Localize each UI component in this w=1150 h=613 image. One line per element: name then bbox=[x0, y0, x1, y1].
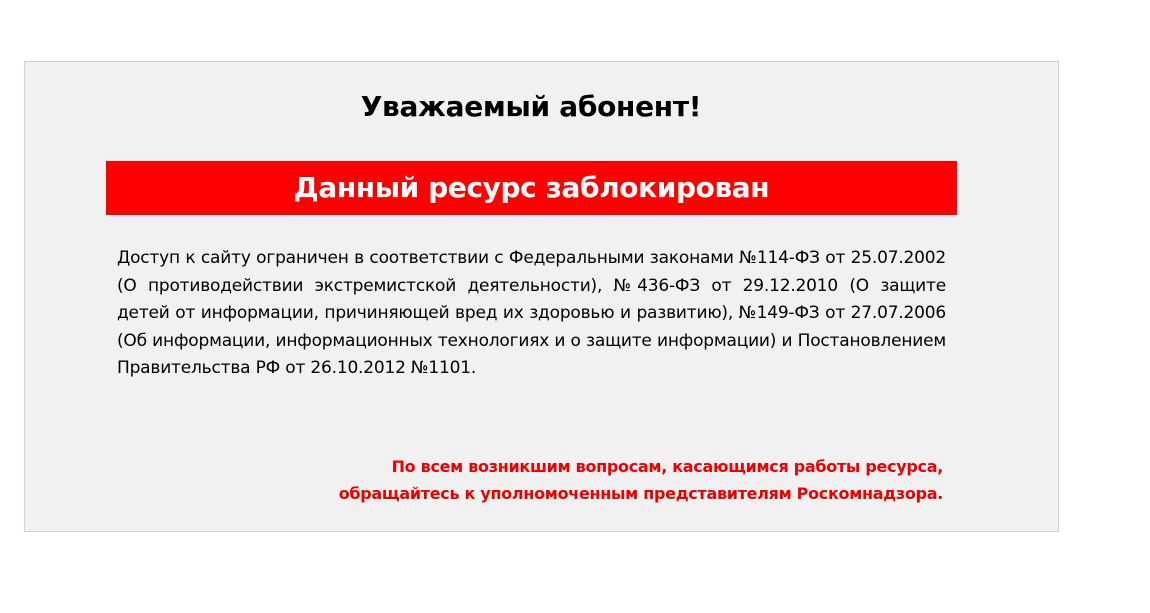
blocked-banner: Данный ресурс заблокирован bbox=[106, 161, 957, 215]
block-notice-panel bbox=[24, 61, 1059, 532]
contact-note bbox=[183, 453, 943, 507]
greeting-heading: Уважаемый абонент! bbox=[360, 90, 702, 123]
contact-note-line-2: обращайтесь к уполномоченным представителям Роскомнадзора. bbox=[338, 484, 943, 503]
contact-note-line-1: По всем возникшим вопросам, касающимся работы ресурса, bbox=[391, 457, 943, 476]
legal-basis-text: Доступ к сайту ограничен в соответствии с Федеральными законами №114-ФЗ от 25.07.2002 (О противодействии экстремистской деятельности), №436-ФЗ от 29.12.2010 (О защите детей от информации, причиняющей вред их здоровью и развитию), №149-ФЗ от 27.07.2006 (Об информации, информационных технологиях и о защите информации) и Постановлением Правительства РФ от 26.10.2012 №1101. bbox=[117, 248, 946, 378]
